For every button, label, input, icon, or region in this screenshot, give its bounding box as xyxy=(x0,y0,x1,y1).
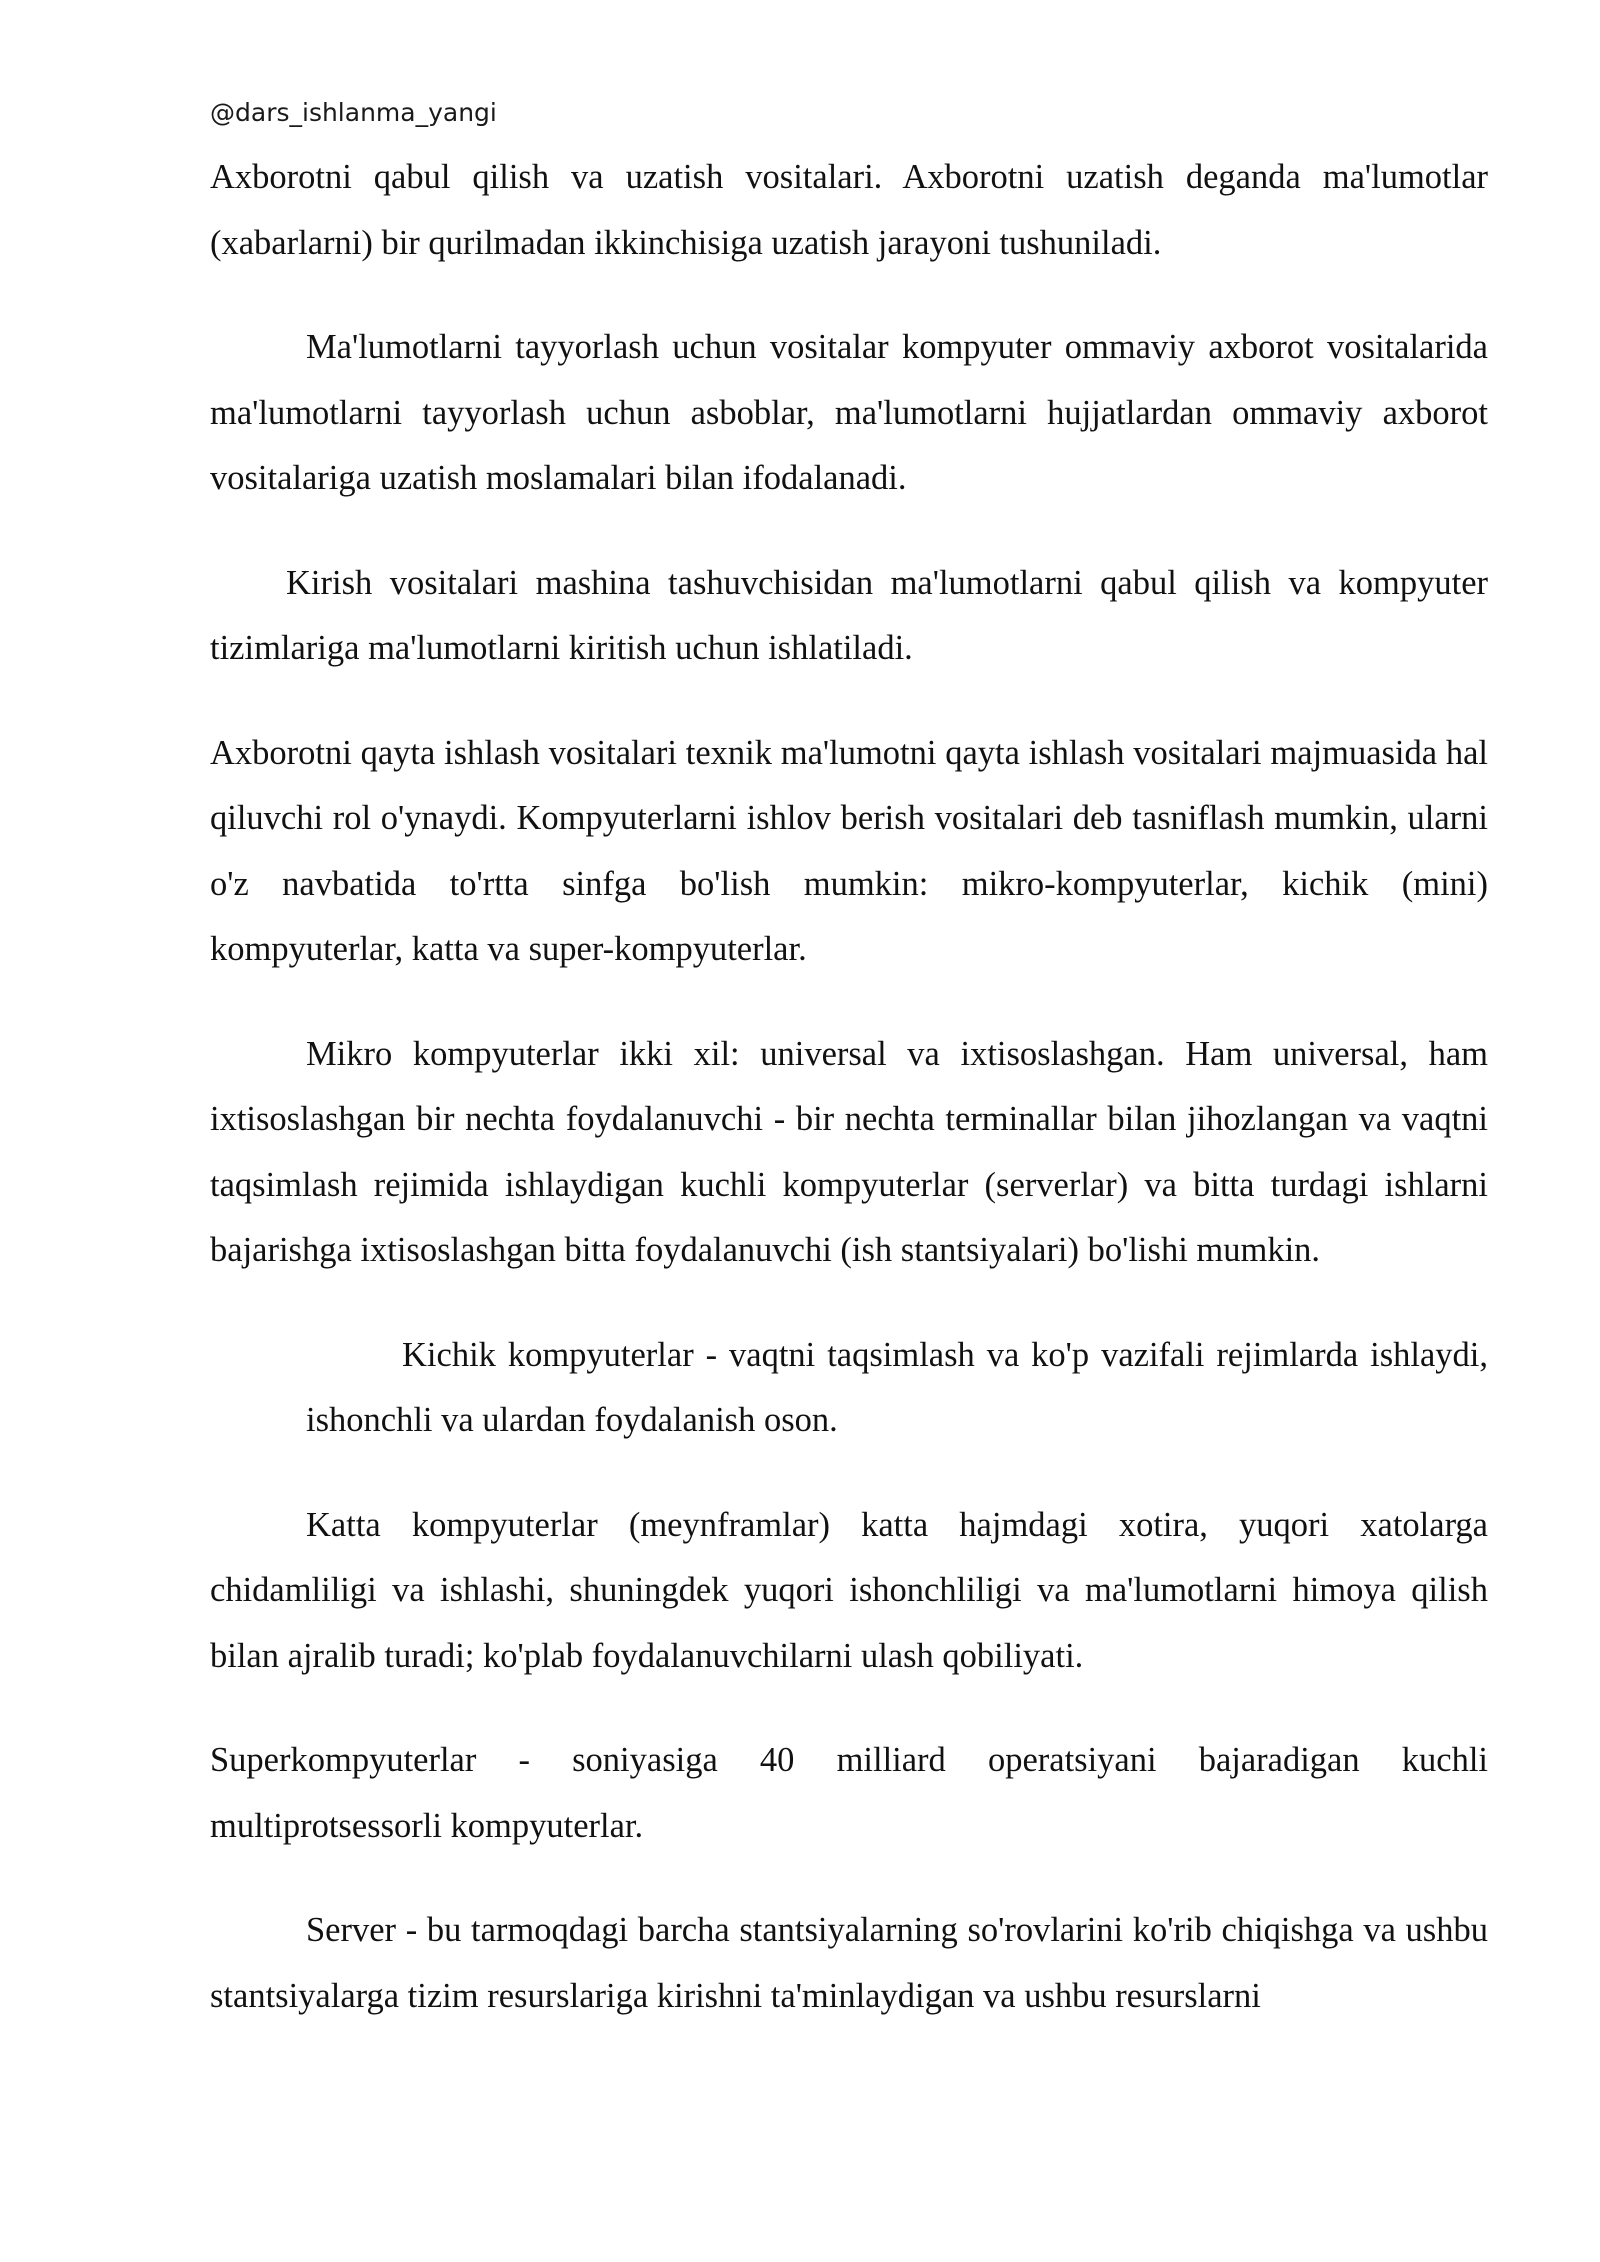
document-body xyxy=(210,145,1488,2068)
paragraph-server: Server - bu tarmoqdagi barcha stantsiyalarning so'rovlarini ko'rib chiqishga va ushbu stantsiyalarga tizim resurslariga kirishni ta'minlaydigan va ushbu resurslarni xyxy=(210,1911,1488,2015)
paragraph-input: Kirish vositalari mashina tashuvchisidan ma'lumotlarni qabul qilish va kompyuter tizimlariga ma'lumotlarni kiritish uchun ishlatiladi. xyxy=(210,563,1488,667)
paragraph-mini: Kichik kompyuterlar - vaqtni taqsimlash va ko'p vazifali rejimlarda ishlaydi, ishonchli va ulardan foydalanish oson. xyxy=(306,1335,1488,1439)
page-header: @dars_ishlanma_yangi xyxy=(210,98,497,127)
paragraph-preparation: Ma'lumotlarni tayyorlash uchun vositalar kompyuter ommaviy axborot vositalarida ma'lumotlarni tayyorlash uchun asboblar, ma'lumotlarni hujjatlardan ommaviy axborot vositalariga uzatish moslamalari bilan ifodalanadi. xyxy=(210,328,1488,497)
paragraph-processing: Axborotni qayta ishlash vositalari texnik ma'lumotni qayta ishlash vositalari majmuasida hal qiluvchi rol o'ynaydi. Kompyuterlarni ishlov berish vositalari deb tasniflash mumkin, ularni o'z navbatida to'rtta sinfga bo'lish mumkin: mikro-kompyuterlar, kichik (mini) kompyuterlar, katta va super-kompyuterlar. xyxy=(210,733,1488,968)
paragraph-transmission: Axborotni qabul qilish va uzatish vositalari. Axborotni uzatish deganda ma'lumotlar (xabarlarni) bir qurilmadan ikkinchisiga uzatish jarayoni tushuniladi. xyxy=(210,158,1488,262)
paragraph-micro: Mikro kompyuterlar ikki xil: universal va ixtisoslashgan. Ham universal, ham ixtisoslashgan bir nechta foydalanuvchi - bir nechta terminallar bilan jihozlangan va vaqtni taqsimlash rejimida ishlaydigan kuchli kompyuterlar (serverlar) va bitta turdagi ishlarni bajarishga ixtisoslashgan bitta foydalanuvchi (ish stantsiyalari) bo'lishi mumkin. xyxy=(210,1034,1488,1269)
paragraph-super: Superkompyuterlar - soniyasiga 40 milliard operatsiyani bajaradigan kuchli multiprotsessorli kompyuterlar. xyxy=(210,1741,1488,1845)
paragraph-mainframe: Katta kompyuterlar (meynframlar) katta hajmdagi xotira, yuqori xatolarga chidamliligi va ishlashi, shuningdek yuqori ishonchliligi va ma'lumotlarni himoya qilish bilan ajralib turadi; ko'plab foydalanuvchilarni ulash qobiliyati. xyxy=(210,1505,1488,1675)
